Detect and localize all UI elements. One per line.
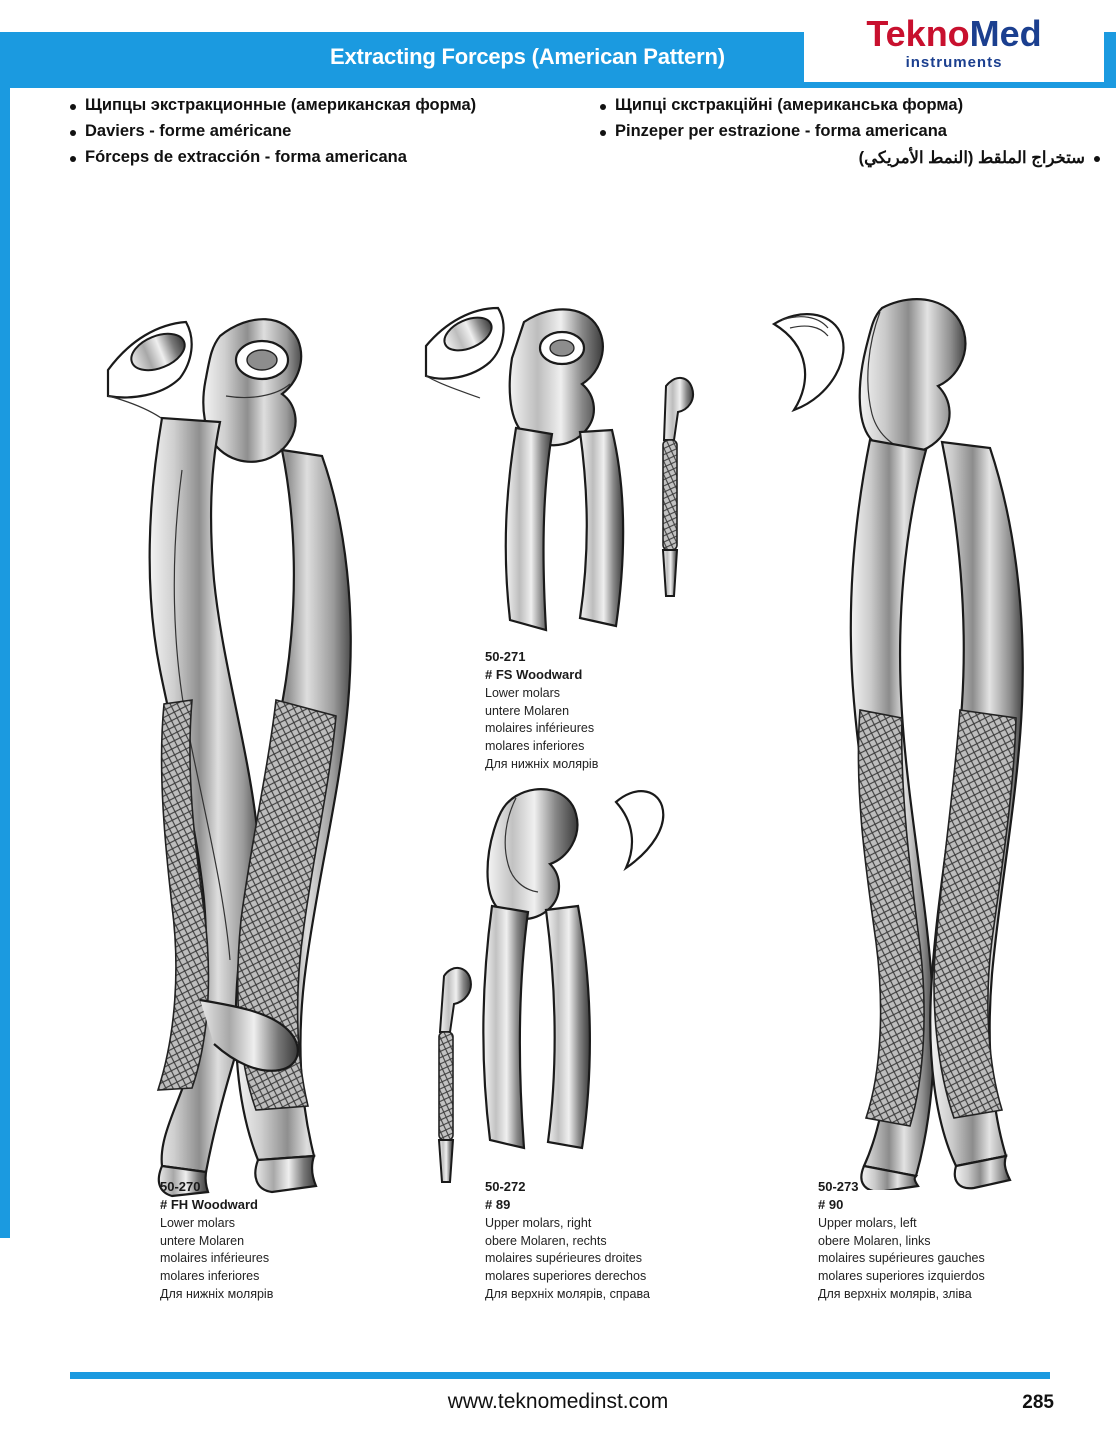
- caption-50-271: [485, 648, 598, 774]
- product-code: 50-270: [160, 1179, 201, 1194]
- product-desc-line: molaires supérieures droites: [485, 1251, 643, 1266]
- page-title: Extracting Forceps (American Pattern): [330, 44, 725, 69]
- forceps-illustration-50-271: [420, 300, 740, 680]
- product-desc-line: Для верхніх молярів, зліва: [818, 1286, 972, 1301]
- page-number: 285: [1022, 1392, 1054, 1413]
- product-desc-line: Upper molars, left: [818, 1215, 917, 1230]
- language-text: Щипці скстракційні (американська форма): [615, 96, 964, 114]
- caption-50-272: [485, 1178, 650, 1304]
- bullet-icon: [70, 156, 76, 162]
- language-line: [600, 122, 1100, 141]
- product-desc-line: Lower molars: [485, 685, 561, 700]
- product-name: # 90: [818, 1197, 844, 1213]
- forceps-illustration-50-270: [100, 300, 430, 1200]
- footer-website[interactable]: www.teknomedinst.com: [447, 1390, 669, 1413]
- logo-subtitle: instruments: [905, 53, 1003, 71]
- product-desc-line: Upper molars, right: [485, 1215, 592, 1230]
- product-code: 50-271: [485, 649, 526, 664]
- brand-logo: [804, 4, 1104, 82]
- product-code: 50-273: [818, 1179, 859, 1194]
- language-line: [600, 96, 1100, 115]
- language-text: Fórceps de extracción - forma americana: [85, 148, 407, 166]
- language-line: [70, 96, 590, 115]
- product-code: 50-272: [485, 1179, 526, 1194]
- product-image-50-272: [420, 780, 740, 1440]
- forceps-illustration-50-272: [420, 780, 740, 1440]
- language-text: Daviers - forme américane: [85, 122, 292, 140]
- page-header: [0, 12, 1116, 88]
- bullet-icon: [600, 104, 606, 110]
- language-column-right: [600, 96, 1100, 175]
- product-desc-line: molares inferiores: [485, 739, 585, 754]
- product-desc-line: obere Molaren, links: [818, 1233, 931, 1248]
- product-image-50-273: [760, 290, 1060, 1190]
- logo-text-tekno: Tekno: [866, 12, 970, 54]
- product-name: # FH Woodward: [160, 1197, 258, 1213]
- bullet-icon: [600, 130, 606, 136]
- product-desc-line: molares superiores derechos: [485, 1269, 647, 1284]
- product-name: # FS Woodward: [485, 667, 583, 683]
- language-text: Щипцы экстракционные (американская форма): [85, 96, 477, 114]
- bullet-icon: [70, 104, 76, 110]
- caption-50-270: [160, 1178, 273, 1304]
- language-line: [600, 148, 1100, 168]
- bullet-icon: [1094, 156, 1100, 162]
- bullet-icon: [70, 130, 76, 136]
- product-desc-line: molares inferiores: [160, 1269, 260, 1284]
- product-desc-line: molaires supérieures gauches: [818, 1251, 985, 1266]
- language-text: ستخراج الملقط (النمط الأمريكي): [858, 149, 1085, 167]
- product-desc-line: Для верхніх молярів, справа: [485, 1286, 650, 1301]
- logo-text-med: Med: [969, 12, 1042, 54]
- footer-accent-rule: [70, 1372, 1050, 1379]
- product-desc-line: Для нижніх молярів: [485, 756, 599, 771]
- product-image-50-270: [100, 300, 400, 1200]
- language-line: [70, 122, 590, 141]
- language-text: Pinzeper per estrazione - forma americana: [615, 122, 947, 140]
- product-desc-line: molares superiores izquierdos: [818, 1269, 985, 1284]
- forceps-illustration-50-273: [760, 290, 1090, 1190]
- caption-50-273: [818, 1178, 985, 1304]
- logo-wordmark: [866, 12, 1042, 54]
- product-desc-line: molaires inférieures: [485, 721, 595, 736]
- product-desc-line: untere Molaren: [160, 1233, 245, 1248]
- product-desc-line: obere Molaren, rechts: [485, 1233, 607, 1248]
- language-column-left: [70, 96, 590, 174]
- language-translations: [0, 96, 1116, 192]
- product-image-50-271: [420, 300, 720, 680]
- product-desc-line: Для нижніх молярів: [160, 1286, 274, 1301]
- product-desc-line: Lower molars: [160, 1215, 236, 1230]
- product-desc-line: molaires inférieures: [160, 1251, 270, 1266]
- language-line: [70, 148, 590, 167]
- product-desc-line: untere Molaren: [485, 703, 570, 718]
- product-name: # 89: [485, 1197, 511, 1213]
